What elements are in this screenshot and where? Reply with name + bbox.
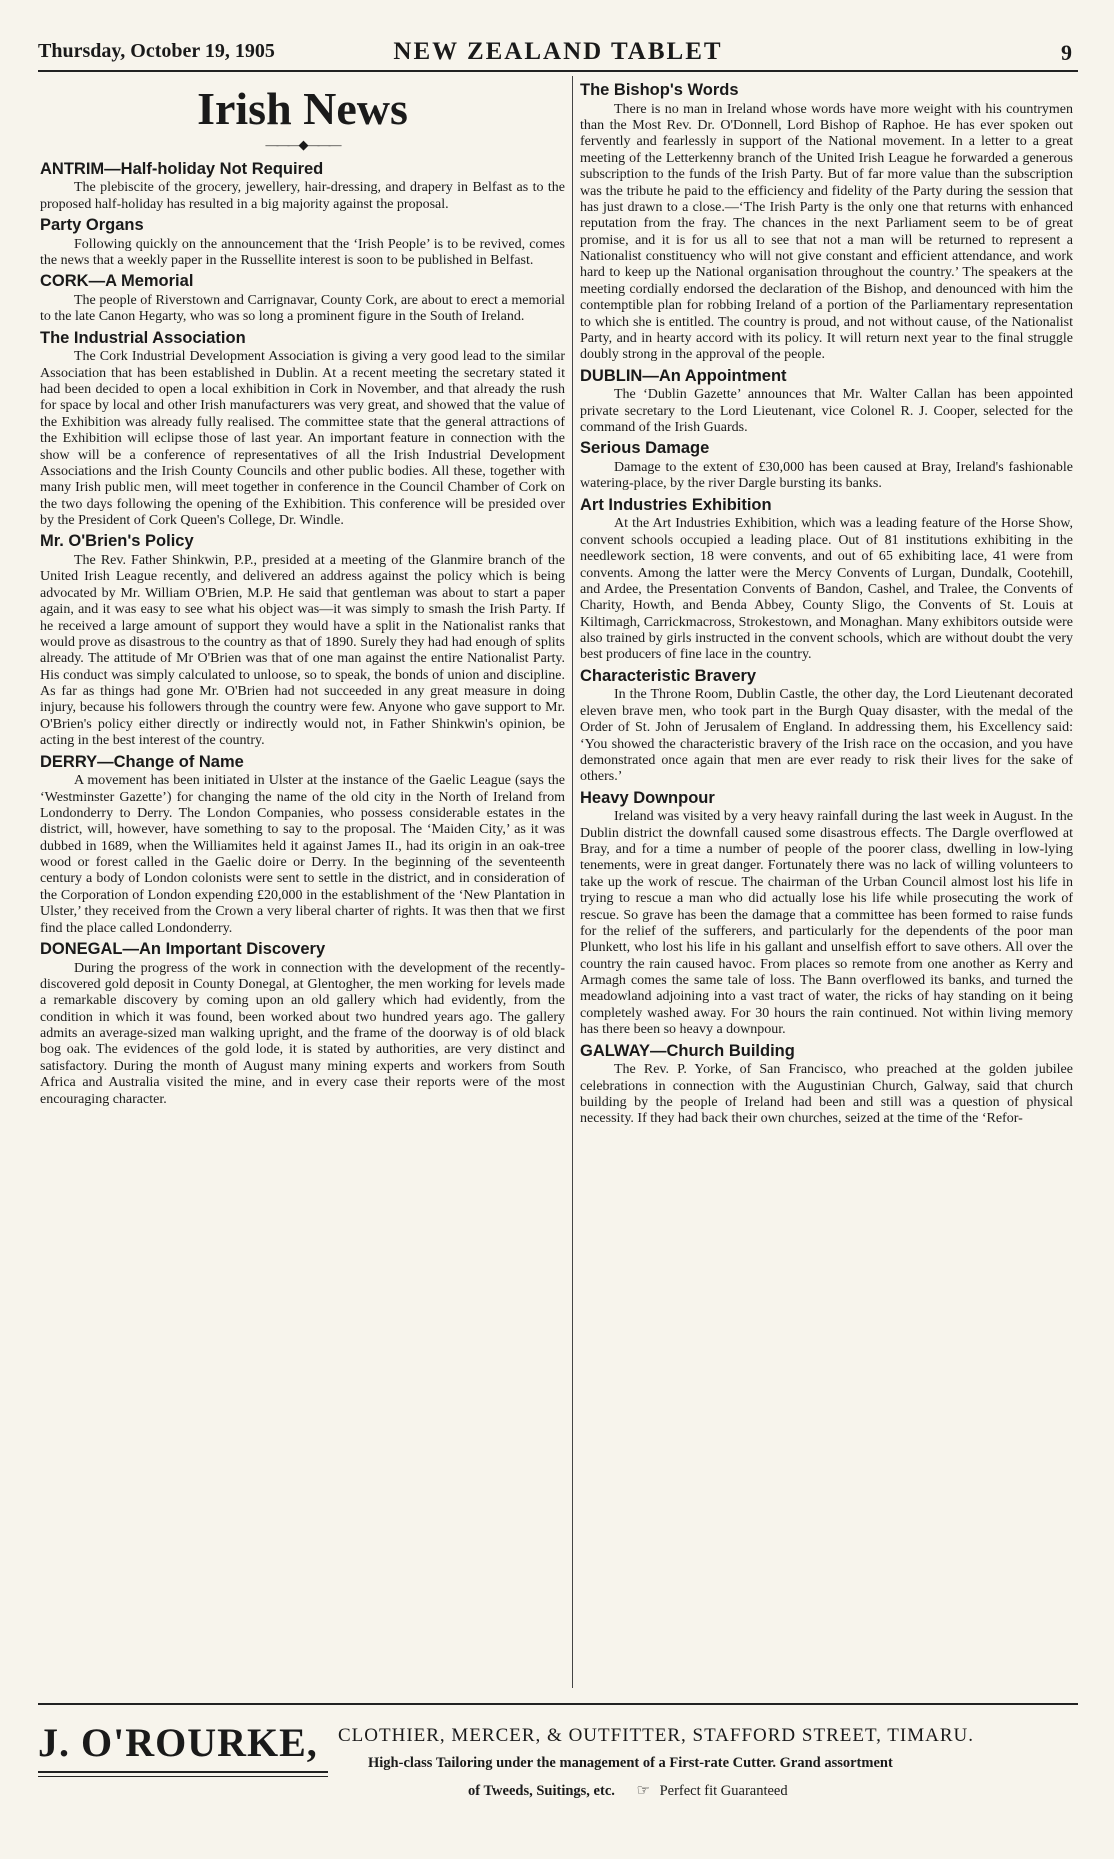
article-heading: DUBLIN—An Appointment <box>580 366 787 385</box>
ad-line-3-rest: Perfect fit Guaranteed <box>659 1783 788 1799</box>
article-body: During the progress of the work in connection with the development of the recently-discovered gold deposit in County Donegal, at Glentogher, the men working for levels made a remarkable discovery by coming upon an old gallery which had evidently, from the condition in which it was found, been worked about two hundred years ago. The gallery admits an average-sized man walking upright, and the frame of the doorway is of old black bog oak. The evidences of the gold lode, it is stated by authorities, are very distinct and satisfactory. During the month of August many mining experts and workers from South Africa and Australia visited the mine, and in every case their reports were of the most encouraging character. <box>40 960 565 1107</box>
pointing-hand-icon: ☞ <box>636 1783 650 1799</box>
article <box>580 80 1073 364</box>
article <box>40 215 565 269</box>
article <box>580 495 1073 664</box>
article-body: The people of Riverstown and Carrignavar, County Cork, are about to erect a memorial to the late Canon Hegarty, who was so long a prominent figure in the South of Ireland. <box>40 292 565 325</box>
article-body: Damage to the extent of £30,000 has been caused at Bray, Ireland's fashionable watering-place, by the river Dargle bursting its banks. <box>580 460 1073 492</box>
article <box>580 438 1073 492</box>
article-body: In the Throne Room, Dublin Castle, the other day, the Lord Lieutenant decorated eleven brave men, who took part in the Burgh Quay disaster, with the medal of the Order of St. John of Jerusalem of England. In addressing them, his Excellency said: ‘You showed the characteristic bravery of the Irish race on the occasion, and you have demonstrated once again that men are ever ready to risk their lives for the sake of others.’ <box>580 687 1073 785</box>
article-body: The ‘Dublin Gazette’ announces that Mr. Walter Callan has been appointed private secretary to the Lord Lieutenant, vice Colonel R. J. Cooper, selected for the command of the Irish Guards. <box>580 387 1073 435</box>
article <box>40 939 565 1108</box>
article <box>580 666 1073 786</box>
ad-line-3 <box>468 1781 788 1800</box>
section-title: Irish News <box>197 83 408 134</box>
article-heading: Art Industries Exhibition <box>580 495 772 514</box>
article-body: A movement has been initiated in Ulster at the instance of the Gaelic League (says the ‘Westminster Gazette’) for changing the name of the old city in the North of Ireland from Londonderry to Derry. The London Companies, who possess considerable estates in the district, will, however, have something to say to the proposal. The ‘Maiden City,’ as it was dubbed in 1689, when the Williamites held it against James II., had its origin in an oak-tree wood or forest called in the Gaelic doire or Derry. In the beginning of the seventeenth century a body of London colonists were sent to settle in the district, and in consideration of the Corporation of London expending £20,000 in the establishment of the ‘New Plantation in Ulster,’ they received from the Crown a very liberal charter of rights. It was then that we first find the place called Londonderry. <box>40 773 565 936</box>
article-body: The plebiscite of the grocery, jewellery, hair-dressing, and drapery in Belfast as to the proposed half-holiday has resulted in a big majority against the proposal. <box>40 180 565 212</box>
article <box>580 1041 1073 1128</box>
article <box>40 271 565 325</box>
article-heading: The Industrial Association <box>40 328 246 347</box>
article <box>580 788 1073 1039</box>
article-body: Following quickly on the announcement that the ‘Irish People’ is to be revived, comes the news that a weekly paper in the Russellite interest is soon to be published in Belfast. <box>40 236 565 268</box>
issue-date: Thursday, October 19, 1905 <box>38 40 275 62</box>
ad-line-2: High-class Tailoring under the management of a First-rate Cutter. Grand assortment <box>368 1755 893 1771</box>
article-heading: The Bishop's Words <box>580 81 739 99</box>
ad-brand-rule <box>38 1771 328 1777</box>
article-body: Ireland was visited by a very heavy rainfall during the last week in August. In the Dublin district the downfall caused some disastrous effects. The Dargle overflowed at Bray, and for a time a number of people of the poorer class, dwelling in low-lying tenements, were in great danger. Fortunately there was no lack of willing volunteers to take up the work of rescue. The chairman of the Urban Council almost lost his life in trying to rescue a man who did actually lose his life while prosecuting the work of rescue. So grave has been the damage that a committee has been formed to raise funds for the relief of the sufferers, and particularly for the dependents of the poor man Plunkett, who lost his life in his gallant and unselfish effort to save others. All over the country the rain caused havoc. From places so remote from one another as Kerry and Armagh comes the same tale of loss. The Bann overflowed its banks, and turned the meadowland adjoining into a vast tract of water, the ricks of hay standing on it being completely washed away. For 30 hours the rain continued. Not within living memory has there been so heavy a downpour. <box>580 809 1073 1038</box>
article-heading: Party Organs <box>40 215 144 234</box>
article-heading: Serious Damage <box>580 439 710 458</box>
article-body: The Rev. P. Yorke, of San Francisco, who preached at the golden jubilee celebrations in connection with the Augustinian Church, Galway, said that church building by the people of Ireland had been and still was a question of physical necessity. If they had back their own churches, seized at the time of the ‘Refor- <box>580 1062 1073 1127</box>
column-divider <box>572 76 573 1688</box>
article <box>40 159 565 213</box>
article-heading: ANTRIM—Half-holiday Not Required <box>40 159 324 178</box>
article <box>580 366 1073 437</box>
article-heading: DERRY—Change of Name <box>40 752 244 771</box>
advertisement <box>38 1703 1078 1835</box>
article-heading: CORK—A Memorial <box>40 272 194 291</box>
page-number: 9 <box>1061 40 1072 65</box>
ad-line-1: CLOTHIER, MERCER, & OUTFITTER, STAFFORD STREET, TIMARU. <box>338 1725 974 1746</box>
ad-brand: J. O'ROURKE, <box>38 1720 318 1765</box>
article-body: The Cork Industrial Development Association is giving a very good lead to the similar Association that has been established in Dublin. At a recent meeting the secretary stated it had been decided to open a local exhibition in Cork in November, and that already the rush for space by local and other Irish manufacturers was very great, and showed that the value of the Exhibition was already fully realised. The committee state that the general attractions of the Exhibition will eclipse those of last year. An important feature in connection with the show will be a conference of representatives of all the Irish Industrial Development Associations and the Irish County Councils and other public bodies. All these, together with many Irish public men, will meet together in conference in the Council Chamber of Cork on the two days following the opening of the Exhibition. This conference will be presided over by the President of Cork Queen's College, Dr. Windle. <box>40 349 565 529</box>
article-body: The Rev. Father Shinkwin, P.P., presided at a meeting of the Glanmire branch of the United Irish League recently, and delivered an address against the policy which is being advocated by Mr. William O'Brien, M.P. He said that gentleman was about to start a paper again, and it was easy to see what his object was—it was simply to smash the Irish Party. If he received a large amount of support they would have a split in the Nationalist ranks that would prove as disastrous to the country as that of 1890. Surely they had had enough of splits already. The attitude of Mr O'Brien was that of one man against the entire Nationalist Party. His conduct was simply calculated to unloose, so to speak, the bonds of union and discipline. As far as things had gone Mr. O'Brien had not succeeded in any great measure in doing injury, because his followers through the country were few. Anyone who gave support to Mr. O'Brien's policy either directly or indirectly would not, in Father Shinkwin's opinion, be acting in the best interest of the country. <box>40 553 565 749</box>
masthead <box>38 36 1078 72</box>
article-heading: GALWAY—Church Building <box>580 1041 795 1060</box>
article-body: At the Art Industries Exhibition, which was a leading feature of the Horse Show, convent schools occupied a leading place. Out of 81 institutions exhibiting in the needlework section, 18 were convents, and out of 65 exhibiting lace, 41 were from convents. Among the latter were the Mercy Convents of Lurgan, Dundalk, Cootehill, and Ardee, the Presentation Convents of Bandon, Cashel, and Tralee, the Convents of Charity, Howth, and Benda Abbey, County Sligo, the Convents of St. Louis at Kiltimagh, Carrickmacross, Strokestown, and Monaghan. Many exhibitors outside were also trained by girls instructed in the convent schools, which are without doubt the very best producers of fine lace in the country. <box>580 516 1073 663</box>
ad-line-3-bold: of Tweeds, Suitings, etc. <box>468 1783 615 1799</box>
article-body: There is no man in Ireland whose words have more weight with his countrymen than the Most Rev. Dr. O'Donnell, Lord Bishop of Raphoe. He has ever spoken out fervently and fearlessly in support of the National movement. In a letter to a great meeting of the Letterkenny branch of the United Irish League he forwarded a generous subscription to the funds of the Irish Party. But of far more value than the subscription was the tribute he paid to the efficiency and fidelity of the Party during the session that has just drawn to a close.—‘The Irish Party is the only one that returns with enhanced reputation from the fray. The chances in the next Parliament seem to be of great promise, and it is for us all to see that not a man will be returned to represent a Nationalist constituency who will not give constant and efficient attendance, and work hard to keep up the National organisation throughout the country.’ The speakers at the meeting cordially endorsed the declaration of the Bishop, and denounced with him the contemptible plan for robbing Ireland of a portion of the Parliamentary representation to which she is entitled. The country is proud, and not without cause, of the Nationalist Party, and in hearty accord with its policy. It will return next year to the final struggle doubly strong in the approval of the people. <box>580 101 1073 363</box>
left-column <box>40 78 565 1688</box>
title-ornament: ———◆——— <box>265 136 340 152</box>
article <box>40 531 565 749</box>
article-heading: Mr. O'Brien's Policy <box>40 532 194 551</box>
article <box>40 752 565 937</box>
article <box>40 328 565 530</box>
article-heading: Heavy Downpour <box>580 788 715 807</box>
article-heading: Characteristic Bravery <box>580 666 757 685</box>
newspaper-title: NEW ZEALAND TABLET <box>393 38 723 65</box>
right-column <box>580 78 1073 1688</box>
article-heading: DONEGAL—An Important Discovery <box>40 939 326 958</box>
